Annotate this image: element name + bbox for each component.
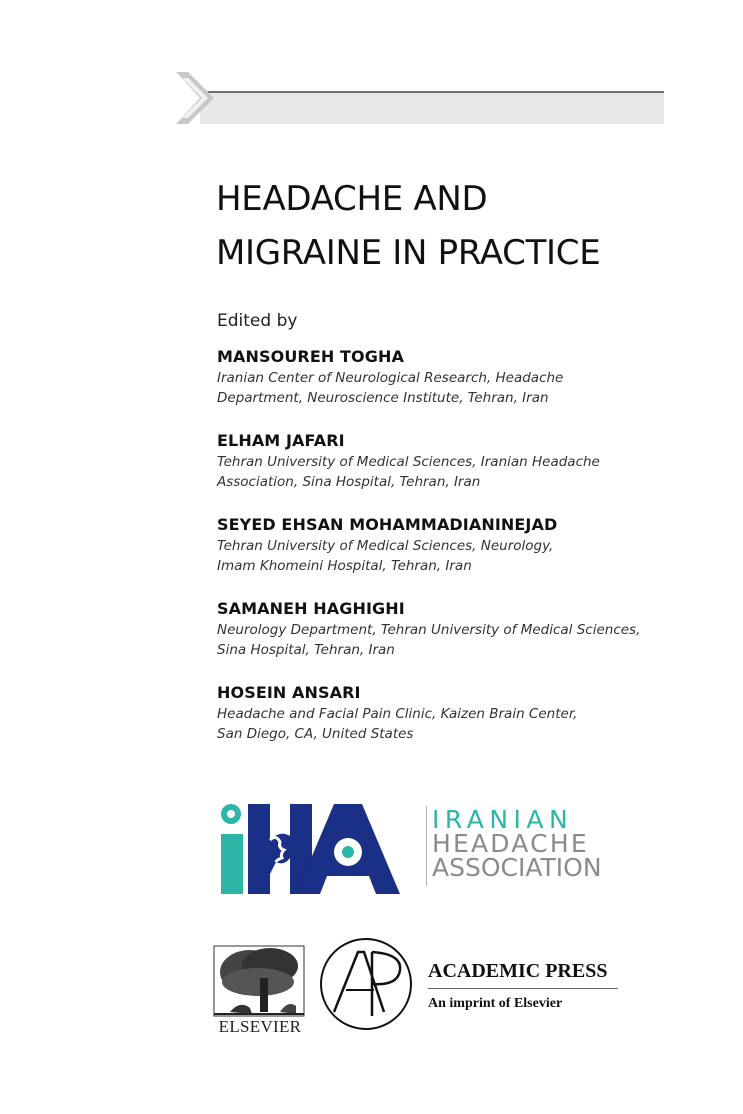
iha-text-line-3: ASSOCIATION [432,853,602,882]
editor-entry [217,430,717,514]
editor-affiliation-line: Tehran University of Medical Sciences, Iranian Headache [217,454,600,470]
iha-divider [426,806,427,886]
editor-entry [217,682,717,766]
editor-affiliation-line: San Diego, CA, United States [217,726,414,742]
editor-name: ELHAM JAFARI [217,431,345,450]
editor-entry [217,514,717,598]
editor-name: HOSEIN ANSARI [217,683,361,702]
iha-text-line-1: IRANIAN [432,805,574,834]
book-title [216,172,716,280]
editor-entry [217,598,717,682]
editor-affiliation-line: Neurology Department, Tehran University of Medical Sciences, [217,622,641,638]
iha-i-stem [221,834,243,894]
iha-i-dot-inner [227,810,235,818]
editor-affiliation-line: Sina Hospital, Tehran, Iran [217,642,395,658]
elsevier-wordmark: ELSEVIER [218,1017,302,1036]
editor-affiliation-line: Tehran University of Medical Sciences, Neurology, [217,538,554,554]
academic-press-logo [318,936,414,1032]
editor-name: SEYED EHSAN MOHAMMADIANINEJAD [217,515,558,534]
iha-text-line-2: HEADACHE [432,829,589,858]
editor-entry [217,346,717,430]
academic-press-rule [428,988,618,989]
editors-list [217,346,717,766]
editor-affiliation-line: Iranian Center of Neurological Research, Headache [217,370,564,386]
editor-name: SAMANEH HAGHIGHI [217,599,405,618]
iha-a-dot [342,846,354,858]
book-title-line-1: HEADACHE AND [216,179,488,219]
iha-logo-mark [216,800,426,898]
academic-press-imprint: An imprint of Elsevier [428,996,563,1011]
book-title-line-2: MIGRAINE IN PRACTICE [216,233,601,273]
academic-press-name: ACADEMIC PRESS [428,960,608,982]
banner-bar [200,92,664,124]
editor-name: MANSOUREH TOGHA [217,347,404,366]
editor-affiliation-line: Imam Khomeini Hospital, Tehran, Iran [217,558,472,574]
edited-by-label: Edited by [217,311,298,331]
editor-affiliation-line: Department, Neuroscience Institute, Tehran, Iran [217,390,549,406]
editor-affiliation-line: Headache and Facial Pain Clinic, Kaizen Brain Center, [217,706,578,722]
iha-logo-text [432,805,632,882]
header-banner [176,72,664,124]
editor-affiliation-line: Association, Sina Hospital, Tehran, Iran [217,474,481,490]
